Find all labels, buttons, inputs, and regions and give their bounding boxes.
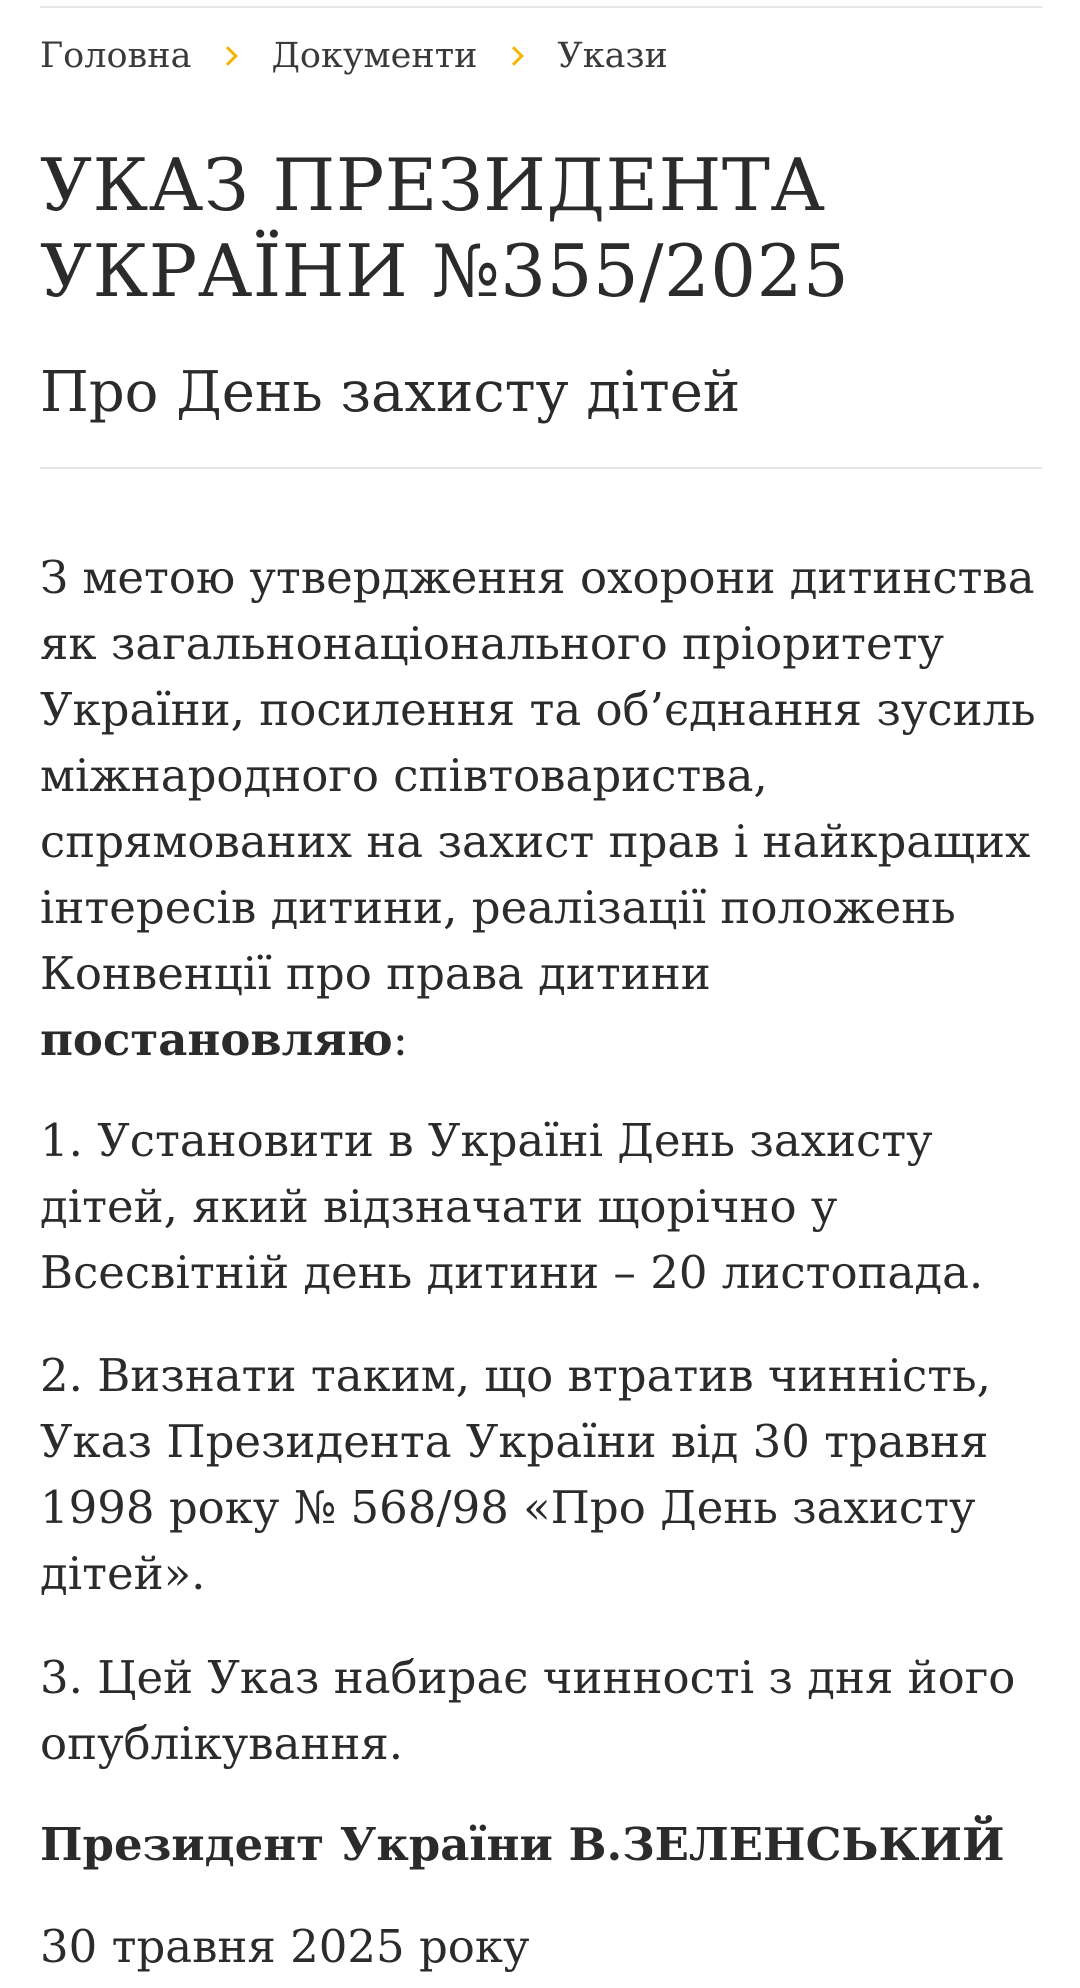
decree-item-2: 2. Визнати таким, що втратив чинність, Указ Президента України від 30 травня 1998 року № 568/98 «Про День захисту дітей».: [40, 1349, 991, 1600]
document-subtitle: Про День захисту дітей: [40, 360, 741, 425]
signature: Президент України В.ЗЕЛЕНСЬКИЙ: [40, 1818, 1005, 1871]
page-title: УКАЗ ПРЕЗИДЕНТА УКРАЇНИ №355/2025: [40, 143, 850, 313]
decree-date: 30 травня 2025 року: [40, 1920, 530, 1973]
decree-item-1: 1. Установити в Україні День захисту дітей, який відзначати щорічно у Всесвітній день дитини – 20 листопада.: [40, 1114, 984, 1299]
top-divider: [40, 6, 1042, 8]
decree-colon: :: [392, 1013, 408, 1066]
breadcrumb-home-link[interactable]: Головна: [40, 36, 192, 76]
decree-word: постановляю: [40, 1013, 393, 1066]
breadcrumb: [40, 34, 668, 78]
decree-preamble: [40, 545, 1050, 1073]
title-divider: [40, 467, 1042, 469]
decree-item-3: 3. Цей Указ набирає чинності з дня його опублікування.: [40, 1651, 1016, 1770]
chevron-right-icon: [505, 46, 525, 66]
breadcrumb-documents-link[interactable]: Документи: [271, 36, 478, 76]
preamble-text: З метою утвердження охорони дитинства як загальнонаціонального пріоритету України, посилення та об’єднання зусиль міжнародного співтовариства, спрямованих на захист прав і найкращих інтересів дитини, реалізації положень Конвенції про права дитини: [40, 551, 1036, 1000]
breadcrumb-decrees-link[interactable]: Укази: [557, 36, 668, 76]
chevron-right-icon: [219, 46, 239, 66]
